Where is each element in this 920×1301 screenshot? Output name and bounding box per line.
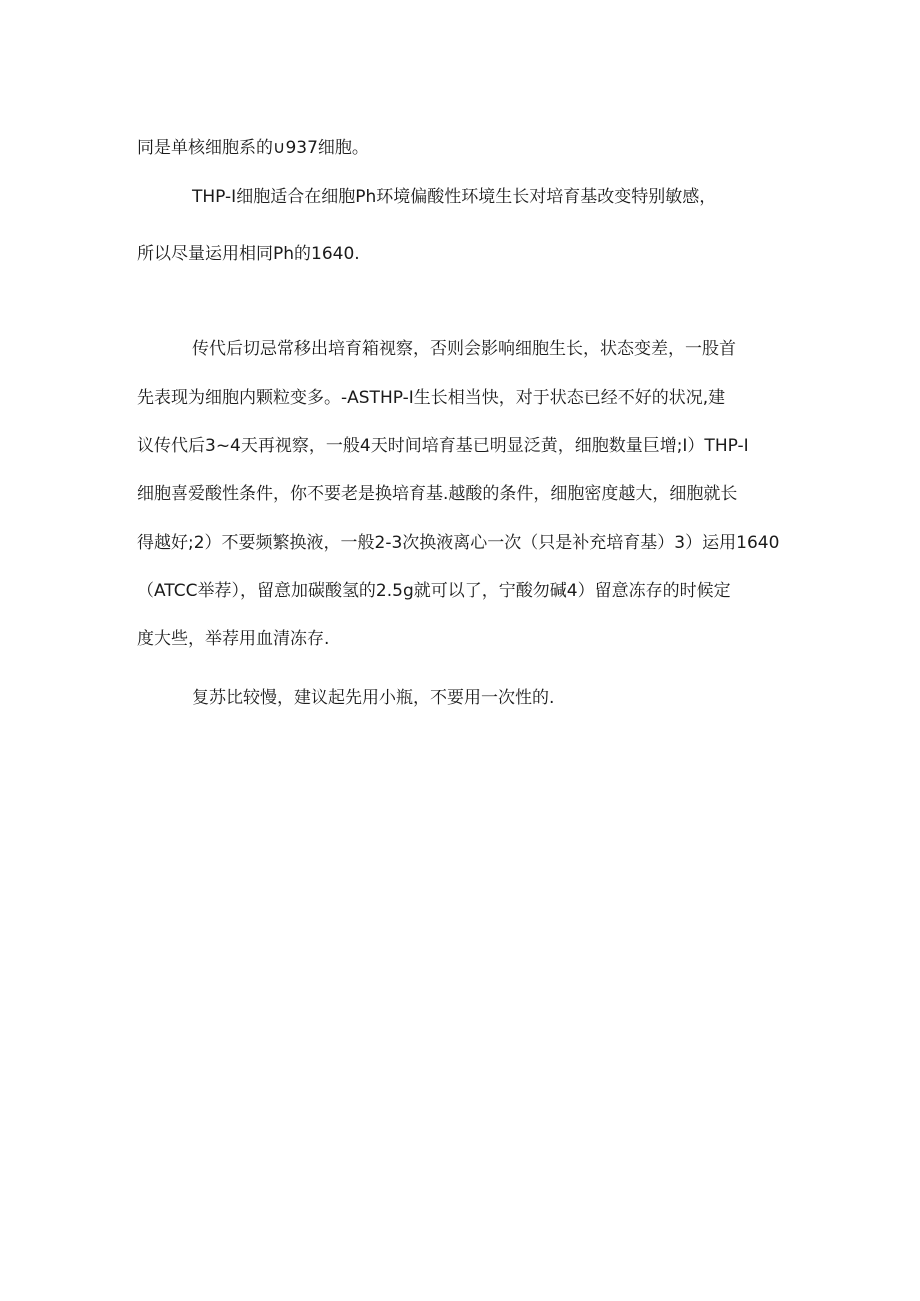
text-line: 传代后切忌常移出培育箱视察，否则会影响细胞生长，状态变差，一股首	[192, 339, 736, 359]
text-line: THP-I细胞适合在细胞Ph环境偏酸性环境生长对培育基改变特别敏感，	[192, 187, 717, 207]
text-line: 得越好;2）不要频繁换液，一般2-3次换液离心一次（只是补充培育基）3）运用1640	[137, 533, 780, 553]
text-line: 所以尽量运用相同Ph的1640.	[137, 244, 360, 264]
text-line: 同是单核细胞系的∪937细胞。	[137, 138, 369, 158]
text-line: 议传代后3~4天再视察，一般4天时间培育基已明显泛黄，细胞数量巨增;I）THP-I	[137, 436, 749, 456]
text-line: 度大些，举荐用血清冻存.	[137, 629, 330, 649]
text-line: （ATCC举荐），留意加碳酸氢的2.5g就可以了，宁酸勿碱4）留意冻存的时候定	[137, 581, 731, 601]
text-line: 复苏比较慢，建议起先用小瓶，不要用一次性的.	[192, 688, 555, 708]
text-line: 细胞喜爱酸性条件，你不要老是换培育基.越酸的条件，细胞密度越大，细胞就长	[137, 484, 738, 504]
text-line: 先表现为细胞内颗粒变多。-ASTHP-I生长相当快，对于状态已经不好的状况,建	[137, 388, 726, 408]
